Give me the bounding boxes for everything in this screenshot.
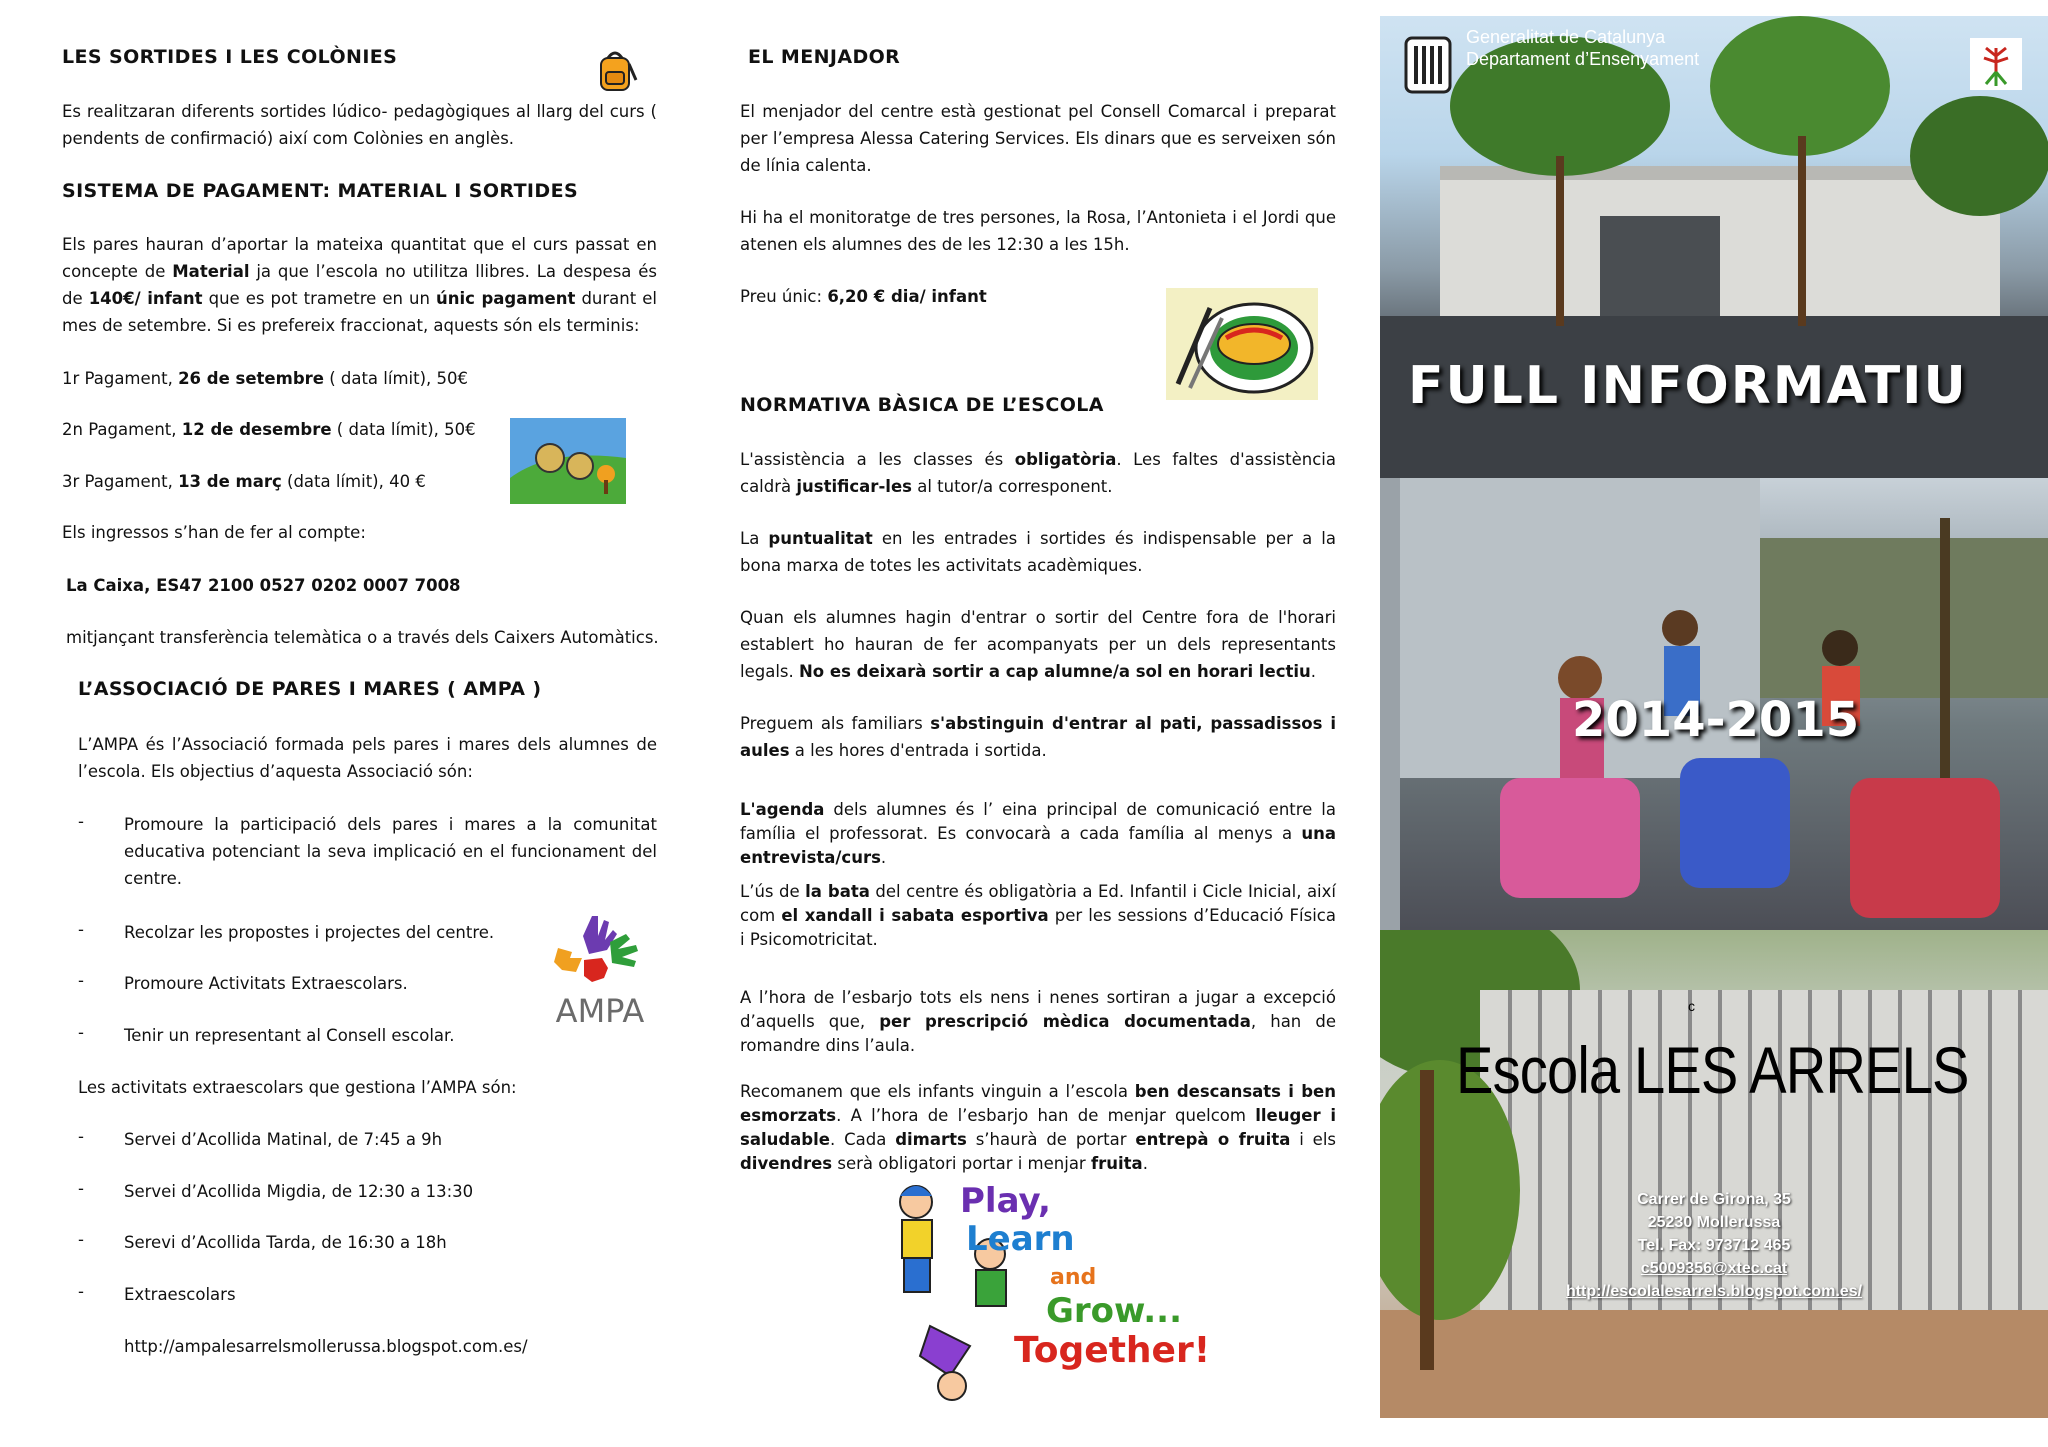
list-dash: - bbox=[78, 1282, 84, 1301]
address-city: 25230 Mollerussa bbox=[1647, 1214, 1781, 1231]
department-name: Departament d’Ensenyament bbox=[1466, 49, 1700, 69]
payment-3: 3r Pagament, 13 de març (data límit), 40 € bbox=[62, 472, 426, 491]
payment-1: 1r Pagament, 26 de setembre ( data límit), 50€ bbox=[62, 369, 469, 388]
list-dash: - bbox=[78, 812, 84, 831]
payment-2: 2n Pagament, 12 de desembre ( data límit), 50€ bbox=[62, 420, 476, 439]
pagament-text: Els pares hauran d’aportar la mateixa quantitat que el curs passat en concepte de Material ja que l’escola no utilitza llibres. La despesa és de 140€/ infant que es pot trametre en un únic pagament durant el mes de setembre. Si es prefereix fraccionat, aquests són els terminis: bbox=[62, 235, 658, 335]
activities-intro: Les activitats extraescolars que gestiona l’AMPA són: bbox=[78, 1078, 517, 1097]
list-dash: - bbox=[78, 1230, 84, 1249]
sortides-text: Es realitzaran diferents sortides lúdico- pedagògiques al llarg del curs ( pendents de confirmació) així com Colònies en anglès. bbox=[62, 102, 657, 148]
rule-agenda: L'agenda dels alumnes és l’ eina principal de comunicació entre la família el professorat. Es convocarà a cada família al menys a una entrevista/curs. bbox=[740, 800, 1336, 867]
cover-panel bbox=[1380, 16, 2048, 1418]
backpack-icon bbox=[592, 46, 640, 94]
heading-sortides: LES SORTIDES I LES COLÒNIES bbox=[62, 46, 398, 68]
address-email[interactable]: c5009356@xtec.cat bbox=[1640, 1260, 1788, 1277]
school-year: 2014-2015 bbox=[1572, 692, 1860, 748]
ampa-activity: Servei d’Acollida Migdia, de 12:30 a 13:30 bbox=[124, 1182, 474, 1201]
and-word: and bbox=[1050, 1265, 1097, 1290]
heading-ampa: L’ASSOCIACIÓ DE PARES I MARES ( AMPA ) bbox=[78, 678, 542, 700]
rule-schedule: Quan els alumnes hagin d'entrar o sortir del Centre fora de l'horari establert ho hauran de fer acompanyats per un dels representants legals. No es deixarà sortir a cap alumne/a sol en horari lectiu. bbox=[740, 608, 1336, 681]
ampa-goal: Promoure Activitats Extraescolars. bbox=[124, 974, 408, 993]
rule-families: Preguem als familiars s'abstinguin d'entrar al pati, passadissos i aules a les hores d'entrada i sortida. bbox=[740, 714, 1336, 760]
ingressos-text: Els ingressos s’han de fer al compte: bbox=[62, 523, 366, 542]
generalitat-text bbox=[1466, 26, 1699, 70]
school-gate-photo bbox=[1380, 930, 2048, 1418]
gate-illustration bbox=[1380, 930, 2048, 1418]
food-plate-icon bbox=[1166, 288, 1318, 400]
menjador-text-2: Hi ha el monitoratge de tres persones, la Rosa, l’Antonieta i el Jordi que atenen els alumnes des de les 12:30 a les 15h. bbox=[740, 208, 1336, 254]
heading-pagament: SISTEMA DE PAGAMENT: MATERIAL I SORTIDES bbox=[62, 180, 579, 202]
rule-uniform: L’ús de la bata del centre és obligatòria a Ed. Infantil i Cicle Inicial, així com el xandall i sabata esportiva per les sessions d’Educació Física i Psicomotricitat. bbox=[740, 882, 1336, 949]
address-website[interactable]: http://escolalesarrels.blogspot.com.es/ bbox=[1565, 1283, 1863, 1300]
transfer-text: mitjançant transferència telemàtica o a través dels Caixers Automàtics. bbox=[66, 628, 659, 647]
generalitat-logo bbox=[1404, 36, 1452, 94]
school-building-photo bbox=[1380, 16, 2048, 478]
rule-attendance: L'assistència a les classes és obligatòria. Les faltes d'assistència caldrà justificar-les al tutor/a corresponent. bbox=[740, 450, 1336, 496]
list-dash: - bbox=[78, 1127, 84, 1146]
list-dash: - bbox=[78, 1179, 84, 1198]
ampa-activity: Extraescolars bbox=[124, 1285, 236, 1304]
grow-word: Grow... bbox=[1046, 1291, 1183, 1331]
list-dash: - bbox=[78, 971, 84, 990]
ampa-logo-text: AMPA bbox=[555, 992, 645, 1030]
heading-menjador: EL MENJADOR bbox=[748, 46, 901, 68]
school-tree-logo bbox=[1970, 38, 2022, 90]
ampa-blog-link[interactable]: http://ampalesarrelsmollerussa.blogspot.com.es/ bbox=[124, 1337, 528, 1356]
ampa-activity: Serevi d’Acollida Tarda, de 16:30 a 18h bbox=[124, 1233, 447, 1252]
ampa-goal: Promoure la participació dels pares i mares a la comunitat educativa potenciant la seva implicació en el funcionament del centre. bbox=[124, 815, 657, 888]
kids-hill-icon bbox=[510, 418, 626, 504]
address-street: Carrer de Girona, 35 bbox=[1637, 1191, 1791, 1208]
rule-recess: A l’hora de l’esbarjo tots els nens i nenes sortiran a jugar a excepció d’aquells que, per prescripció mèdica documentada, han de romandre dins l’aula. bbox=[740, 988, 1336, 1055]
ampa-goal: Tenir un representant al Consell escolar. bbox=[124, 1026, 455, 1045]
together-word: Together! bbox=[1014, 1330, 1211, 1371]
learn-word: Learn bbox=[966, 1219, 1075, 1259]
heading-normativa: NORMATIVA BÀSICA DE L’ESCOLA bbox=[740, 394, 1104, 416]
rule-breakfast: Recomanem que els infants vinguin a l’escola ben descansats i ben esmorzats. A l’hora de l’esbarjo han de menjar quelcom lleuger i saludable. Cada dimarts s’haurà de portar entrepà o fruita i els divendres serà obligatori portar i menjar fruita. bbox=[740, 1082, 1337, 1173]
play-word: Play, bbox=[960, 1181, 1051, 1221]
play-learn-grow-graphic bbox=[880, 1176, 1220, 1406]
menjador-text-1: El menjador del centre està gestionat pel Consell Comarcal i preparat per l’empresa Alessa Catering Services. Els dinars que es serveixen són de línia calenta. bbox=[740, 102, 1336, 175]
menjador-price: Preu únic: 6,20 € dia/ infant bbox=[740, 287, 987, 306]
bank-account: La Caixa, ES47 2100 0527 0202 0007 7008 bbox=[66, 576, 461, 595]
ampa-intro: L’AMPA és l’Associació formada pels pares i mares dels alumnes de l’escola. Els objectius d’aquesta Associació són: bbox=[78, 735, 657, 781]
list-dash: - bbox=[78, 920, 84, 939]
list-dash: - bbox=[78, 1023, 84, 1042]
children-photo bbox=[1380, 478, 2048, 930]
full-informatiu-title: FULL INFORMATIU bbox=[1408, 356, 1968, 416]
rule-punctuality: La puntualitat en les entrades i sortides és indispensable per a la bona marxa de totes les activitats acadèmiques. bbox=[740, 529, 1336, 575]
ampa-goal: Recolzar les propostes i projectes del centre. bbox=[124, 923, 495, 942]
ampa-hands-icon bbox=[550, 912, 650, 1030]
address-phone: Tel. Fax: 973712 465 bbox=[1637, 1237, 1791, 1254]
generalitat-name: Generalitat de Catalunya bbox=[1466, 27, 1666, 47]
school-name: Escola LES ARRELS bbox=[1456, 1033, 1969, 1107]
ampa-activity: Servei d’Acollida Matinal, de 7:45 a 9h bbox=[124, 1130, 443, 1149]
c-mark: c bbox=[1688, 998, 1695, 1014]
